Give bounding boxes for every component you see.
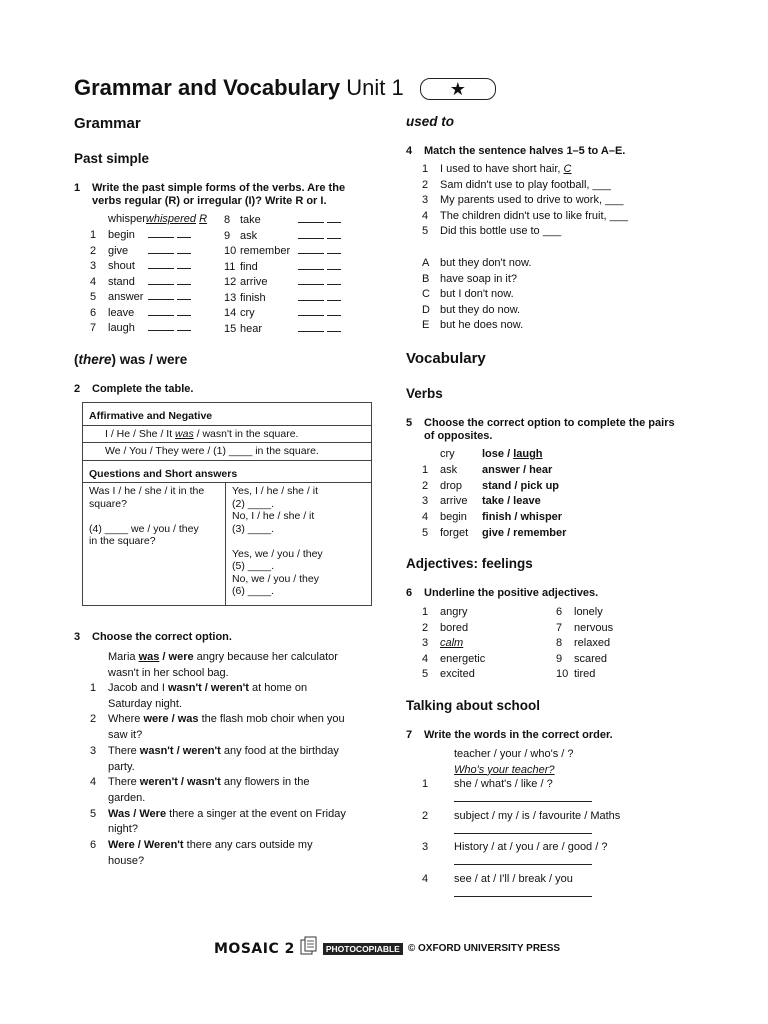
exercise-6-column-2 [556, 605, 613, 683]
adjective-item: 10 tired [556, 668, 596, 680]
answer-blank [148, 253, 174, 254]
exercise-5-item: 3 arrive take / leave [422, 495, 541, 508]
verb-item: 5 answer [90, 290, 191, 306]
verb-item: 7 laugh [90, 321, 191, 337]
exercise-7-item: 1 she / what's / like / ? [422, 778, 620, 810]
answer-blank [177, 253, 191, 254]
answer-blank [148, 268, 174, 269]
answer-blank [327, 269, 341, 270]
exercise-5-item: 1 ask answer / hear [422, 464, 553, 476]
answer-blank [148, 284, 174, 285]
there-was-were-heading: (there) was / were [74, 352, 188, 367]
answer-blank [177, 315, 191, 316]
page-title: Grammar and Vocabulary Unit 1 ★ [74, 75, 496, 101]
exercise-7-item: 2 subject / my / is / favourite / Maths [422, 810, 620, 842]
verb-item: 14 cry [224, 306, 341, 322]
exercise-4-ending: E but he does now. [422, 319, 524, 332]
exercise-4-endings [422, 256, 531, 334]
answer-blank [298, 238, 324, 239]
star-level-icon: ★ [420, 78, 496, 100]
table-aff-row-1: I / He / She / It was / wasn't in the square. [83, 425, 372, 443]
exercise-3-item: 3 There wasn't / weren't any food at the birthday [90, 744, 339, 757]
answer-blank [298, 284, 324, 285]
talking-about-school-heading: Talking about school [406, 698, 541, 713]
exercise-3-item-cont: garden. [108, 791, 146, 804]
answer-blank [298, 222, 324, 223]
verb-item: 15 hear [224, 322, 341, 338]
oup-credit: © OXFORD UNIVERSITY PRESS [407, 943, 561, 954]
answer-blank [298, 315, 324, 316]
answer-blank [177, 299, 191, 300]
vocabulary-heading: Vocabulary [406, 350, 486, 367]
table-short-answers-cell: Yes, I / he / she / it (2) ____. No, I / he / she / it (3) ____. Yes, we / you / they (5) ____. No, we / you / they (6) ____. [226, 483, 372, 606]
exercise-4-item: 2 Sam didn't use to play football, ___ [422, 178, 611, 191]
verb-item: 11 find [224, 260, 341, 276]
answer-blank [454, 863, 592, 865]
exercise-1-column-2 [224, 213, 341, 337]
used-to-heading: used to [406, 114, 455, 129]
photocopiable-badge: PHOTOCOPIABLE [323, 943, 403, 955]
table-questions-cell: Was I / he / she / it in the square? (4) ____ we / you / they in the square? [83, 483, 226, 606]
adjective-item: 9 scared [556, 652, 608, 665]
answer-blank [327, 253, 341, 254]
answer-blank [177, 284, 191, 285]
answer-blank [148, 237, 174, 238]
verb-item: 1 begin [90, 228, 191, 244]
answer-blank [327, 315, 341, 316]
answer-blank [298, 300, 324, 301]
exercise-5-instructions: 5 Choose the correct option to complete the pairs of opposites. [406, 417, 675, 442]
adjective-item: 8 relaxed [556, 637, 611, 649]
exercise-1-instructions: 1 Write the past simple forms of the verbs. Are the verbs regular (R) or irregular (I)? Write R or I. [74, 182, 346, 207]
answer-blank [298, 331, 324, 332]
exercise-4-item: 4 The children didn't use to like fruit, ___ [422, 209, 628, 222]
verb-item: 3 shout [90, 259, 191, 275]
answer-blank [327, 331, 341, 332]
exercise-3-example: Maria was / were angry because her calculator wasn't in her school bag. [108, 651, 338, 679]
exercise-3-item: 4 There weren't / wasn't any flowers in the [90, 776, 310, 789]
exercise-7-item: 3 History / at / you / are / good / ? [422, 841, 620, 873]
answer-blank [177, 268, 191, 269]
exercise-1-example: whisperwhispered R [108, 213, 208, 225]
exercise-6-column-1 [422, 605, 485, 683]
exercise-2-instructions: 2 Complete the table. [74, 383, 194, 395]
verb-item: 8 take [224, 213, 341, 229]
adjective-item: 2 bored [422, 621, 469, 634]
exercise-3-item-cont: house? [108, 854, 145, 867]
verb-item: 4 stand [90, 275, 191, 291]
exercise-3-item: 5 Was / Were there a singer at the event on Friday [90, 807, 346, 820]
answer-blank [454, 895, 592, 897]
adjective-item: 1 angry [422, 606, 468, 618]
exercise-4-instructions: 4 Match the sentence halves 1–5 to A–E. [406, 145, 626, 157]
exercise-3-items [90, 681, 346, 869]
exercise-6-instructions: 6 Underline the positive adjectives. [406, 587, 599, 599]
exercise-4-items [422, 162, 628, 240]
verbs-heading: Verbs [406, 386, 443, 401]
exercise-5-item: 5 forget give / remember [422, 526, 567, 539]
verb-item: 10 remember [224, 244, 341, 260]
answer-blank [327, 300, 341, 301]
exercise-4-ending: B have soap in it? [422, 272, 518, 285]
verb-item: 2 give [90, 244, 191, 260]
answer-blank [327, 238, 341, 239]
footer [214, 936, 560, 961]
adjective-item: 5 excited [422, 668, 475, 680]
exercise-1-column-1 [90, 228, 191, 337]
exercise-7-items [422, 778, 620, 904]
verb-item: 6 leave [90, 306, 191, 322]
exercise-4-ending: C but I don't now. [422, 288, 514, 301]
exercise-5-item: 2 drop stand / pick up [422, 479, 560, 492]
adjective-item: 7 nervous [556, 621, 614, 634]
exercise-3-item: 1 Jacob and I wasn't / weren't at home on [90, 682, 308, 694]
exercise-5-items [422, 463, 566, 542]
exercise-5-item: 4 begin finish / whisper [422, 511, 563, 524]
table-aff-row-2: We / You / They were / (1) ____ in the square. [83, 443, 372, 461]
exercise-3-item-cont: saw it? [108, 729, 143, 742]
adjective-item: 3 calm [422, 637, 464, 649]
exercise-3-instructions: 3 Choose the correct option. [74, 631, 232, 643]
adjectives-heading: Adjectives: feelings [406, 556, 533, 571]
verb-item: 13 finish [224, 291, 341, 307]
exercise-3-item-cont: party. [108, 760, 135, 773]
exercise-3-item-cont: night? [108, 823, 138, 836]
answer-blank [148, 315, 174, 316]
table-questions-heading: Questions and Short answers [83, 460, 372, 483]
exercise-4-ending: A but they don't now. [422, 257, 532, 269]
verb-item: 12 arrive [224, 275, 341, 291]
answer-blank [148, 299, 174, 300]
exercise-4-ending: D but they do now. [422, 303, 521, 316]
answer-blank [298, 253, 324, 254]
adjective-item: 4 energetic [422, 652, 486, 665]
exercise-4-item: 3 My parents used to drive to work, ___ [422, 194, 624, 207]
answer-blank [148, 330, 174, 331]
grammar-heading: Grammar [74, 115, 141, 132]
answer-blank [298, 269, 324, 270]
answer-blank [327, 284, 341, 285]
exercise-7-item: 4 see / at / I'll / break / you [422, 873, 620, 905]
adjective-item: 6 lonely [556, 606, 603, 618]
exercise-4-item: 1 I used to have short hair, C [422, 163, 572, 175]
answer-blank [177, 237, 191, 238]
verb-item: 9 ask [224, 229, 341, 245]
exercise-5-example: cry lose / laugh [440, 448, 543, 460]
answer-blank [454, 832, 592, 834]
answer-blank [327, 222, 341, 223]
exercise-7-instructions: 7 Write the words in the correct order. [406, 729, 613, 741]
answer-blank [454, 800, 592, 802]
exercise-3-item: 6 Were / Weren't there any cars outside my [90, 839, 313, 852]
exercise-3-item: 2 Where were / was the flash mob choir when you [90, 713, 345, 726]
mosaic-logo: MOSAIC 2 [214, 940, 295, 957]
grammar-table [82, 402, 372, 606]
exercise-4-item: 5 Did this bottle use to ___ [422, 225, 562, 238]
answer-blank [177, 330, 191, 331]
photocopy-icon [300, 936, 318, 961]
exercise-7-example: teacher / your / who's / ? Who's your teacher? [454, 748, 574, 776]
exercise-3-item-cont: Saturday night. [108, 697, 182, 710]
past-simple-heading: Past simple [74, 151, 150, 166]
table-aff-heading: Affirmative and Negative [83, 403, 372, 426]
